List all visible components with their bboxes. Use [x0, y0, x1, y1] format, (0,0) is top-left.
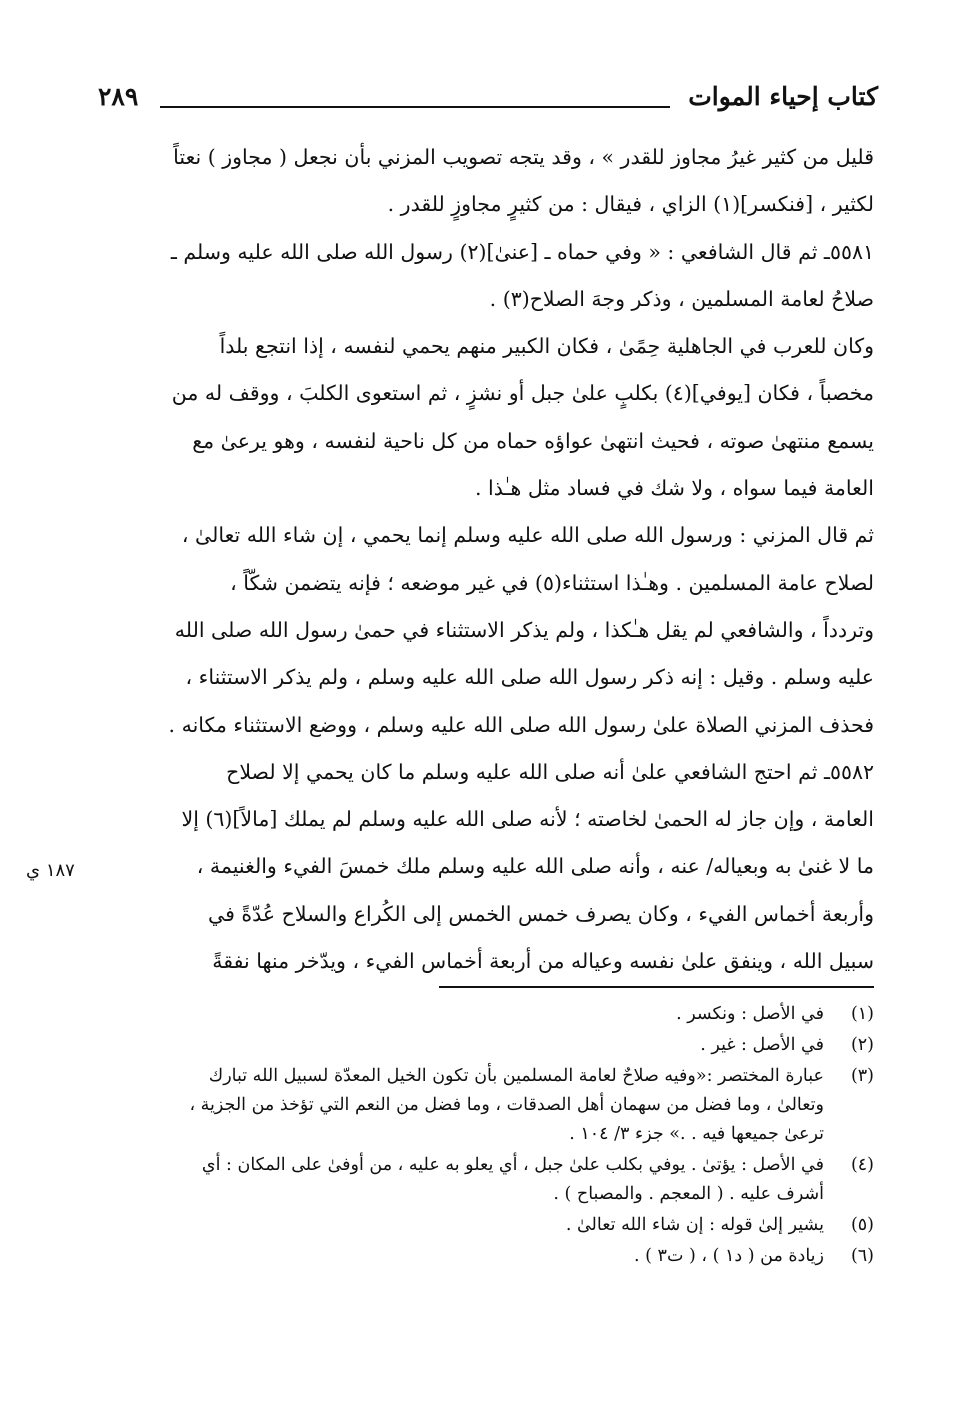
text-line: صلاحُ لعامة المسلمين ، وذكر وجهَ الصلاح(٣) .: [489, 286, 874, 311]
footnote-text: في الأصل : ونكسر .: [676, 1004, 824, 1024]
footnote: [88, 1211, 874, 1240]
running-header: [98, 82, 878, 122]
footnote-text: وتعالىٰ ، وما فضل من سهمان أهل الصدقات ، وما فضل من النعم التي تؤخذ من الجزية ،: [189, 1095, 824, 1115]
footnote: [88, 1000, 874, 1029]
text-line: العامة فيما سواه ، ولا شك في فساد مثل هـٰذا .: [475, 476, 874, 501]
footnote-text: عبارة المختصر :«وفيه صلاحٌ لعامة المسلمين بأن تكون الخيل المعدّة لسبيل الله تبارك: [208, 1066, 824, 1086]
text-paragraph: [88, 323, 874, 512]
text-line: ثم قال المزني : ورسول الله صلى الله عليه وسلم إنما يحمي ، إن شاء الله تعالىٰ ،: [181, 523, 874, 548]
footnote: [88, 1031, 874, 1060]
footnote-text: في الأصل : غير .: [700, 1035, 824, 1055]
margin-folio-note: ١٨٧ ي: [26, 860, 75, 881]
text-line: لكثير ، [فنكسر](١) الزاي ، فيقال : من كثيرٍ مجاوزٍ للقدر .: [387, 192, 874, 217]
footnote-number: (٤): [850, 1155, 874, 1175]
footnote-number: (٦): [850, 1246, 874, 1266]
footnote-text: زيادة من ( د١ ) ، ( ت٣ ) .: [634, 1246, 824, 1266]
text-line: ما لا غنىٰ به وبعياله/ عنه ، وأنه صلى الله عليه وسلم ملك خمسَ الفيء والغنيمة ،: [196, 854, 874, 879]
footnote-text: يشير إلىٰ قوله : إن شاء الله تعالىٰ .: [565, 1215, 824, 1235]
text-line: وكان للعرب في الجاهلية حِمًىٰ ، فكان الكبير منهم يحمي لنفسه ، إذا انتجع بلداً: [219, 334, 874, 359]
header-rule: [160, 106, 670, 108]
footnote: [88, 1151, 874, 1209]
page-number: ٢٨٩: [98, 82, 139, 111]
text-line: سبيل الله ، وينفق علىٰ نفسه وعياله من أربعة أخماس الفيء ، ويدّخر منها نفقةً: [212, 949, 874, 974]
footnote-text: أشرف عليه . ( المعجم . والمصباح ) .: [553, 1184, 824, 1204]
text-line: وتردداً ، والشافعي لم يقل هـٰكذا ، ولم يذكر الاستثناء في حمىٰ رسول الله صلى الله: [174, 617, 874, 642]
footnote-text: في الأصل : يؤتىٰ . يوفي بكلب علىٰ جبل ، أي يعلو به عليه ، من أوفىٰ على المكان : أي: [201, 1155, 824, 1175]
text-paragraph: [88, 512, 874, 748]
main-text: [88, 134, 874, 985]
footnotes: [88, 1000, 874, 1273]
text-line: ٥٥٨٢ـ ثم احتج الشافعي علىٰ أنه صلى الله عليه وسلم ما كان يحمي إلا لصلاح: [226, 759, 874, 784]
footnote-text: ترعىٰ جميعها فيه . .» جزء ٣/ ١٠٤ .: [569, 1124, 824, 1144]
footnote-number: (٢): [850, 1035, 874, 1055]
text-paragraph: [88, 749, 874, 985]
footnote-number: (٥): [850, 1215, 874, 1235]
book-section-title: كتاب إحياء الموات: [688, 82, 878, 111]
footnote: [88, 1242, 874, 1271]
footnote-rule: [439, 986, 874, 988]
text-line: يسمع منتهىٰ صوته ، فحيث انتهىٰ عواؤه حماه من كل ناحية لنفسه ، وهو يرعىٰ مع: [192, 428, 874, 453]
text-line: فحذف المزني الصلاة علىٰ رسول الله صلى الله عليه وسلم ، ووضع الاستثناء مكانه .: [168, 712, 874, 737]
text-line: ٥٥٨١ـ ثم قال الشافعي : « وفي حماه ـ [عنیٰ](٢) رسول الله صلى الله عليه وسلم ـ: [170, 239, 874, 264]
text-line: عليه وسلم . وقيل : إنه ذكر رسول الله صلى الله عليه وسلم ، ولم يذكر الاستثناء ،: [185, 665, 874, 690]
text-paragraph: [88, 229, 874, 324]
text-line: العامة ، وإن جاز له الحمىٰ لخاصته ؛ لأنه صلى الله عليه وسلم لم يملك [مالاً](٦) إلا: [181, 807, 874, 832]
footnote-number: (١): [850, 1004, 874, 1024]
text-line: مخصباً ، فكان [يوفي](٤) بكلبٍ علىٰ جبل أو نشزٍ ، ثم استعوى الكلبَ ، ووقف له من: [171, 381, 874, 406]
text-line: قليل من كثير غيرُ مجاوز للقدر » ، وقد يتجه تصويب المزني بأن نجعل ( مجاوز ) نعتاً: [173, 145, 874, 169]
text-line: وأربعة أخماس الفيء ، وكان يصرف خمس الخمس إلى الكُراع والسلاح عُدّةً في: [208, 901, 874, 926]
text-line: لصلاح عامة المسلمين . وهـٰذا استثناء(٥) في غير موضعه ؛ فإنه يتضمن شكّاً ،: [230, 570, 874, 595]
footnote: [88, 1062, 874, 1149]
footnote-number: (٣): [850, 1066, 874, 1086]
text-paragraph: [88, 134, 874, 229]
